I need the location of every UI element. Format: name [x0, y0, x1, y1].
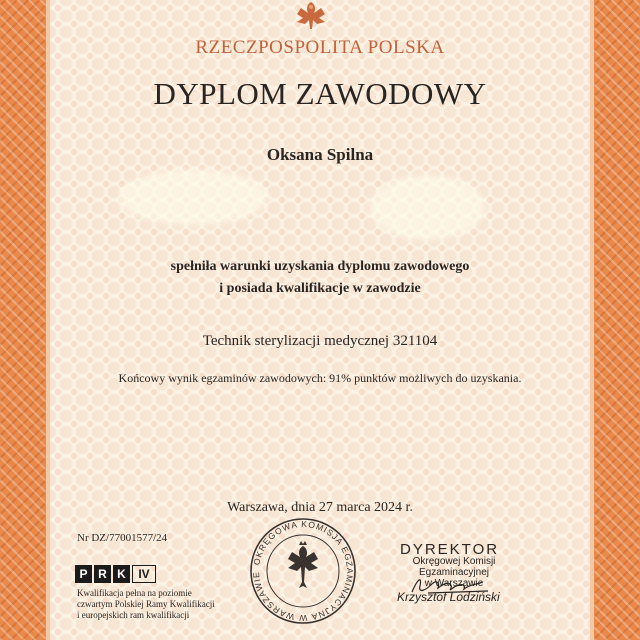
prk-letter: K — [113, 565, 130, 583]
document-number: Nr DZ/77001577/24 — [77, 532, 168, 544]
recipient-name: Oksana Spilna — [266, 145, 374, 164]
signatory-office-line: Okręgowej Komisji Egzaminacyjnej — [412, 556, 496, 578]
statement-line: spełniła warunki uzyskania dyplomu zawodowego — [170, 259, 470, 274]
prk-note-line: i europejskich ram kwalifikacji — [77, 610, 190, 620]
hologram-mark — [118, 170, 268, 225]
signatory-role: DYREKTOR — [400, 541, 500, 558]
prk-letter: R — [94, 565, 111, 583]
place-and-date: Warszawa, dnia 27 marca 2024 r. — [227, 500, 413, 515]
official-seal-icon — [248, 516, 358, 626]
prk-logo — [75, 565, 156, 585]
prk-note-line: Kwalifikacja pełna na poziomie — [77, 588, 192, 598]
prk-note-line: czwartym Polskiej Ramy Kwalifikacji — [77, 599, 215, 609]
prk-letter: P — [75, 565, 92, 583]
exam-result: Końcowy wynik egzaminów zawodowych: 91% punktów możliwych do uzyskania. — [118, 371, 522, 385]
profession-name: Technik sterylizacji medycznej 321104 — [202, 333, 438, 349]
country-heading: RZECZPOSPOLITA POLSKA — [195, 37, 445, 58]
signatory-name: Krzysztof Lodziński — [397, 590, 500, 604]
prk-note — [77, 588, 227, 621]
signatory-office-line: w Warszawie — [424, 578, 484, 589]
diploma-title: DYPLOM ZAWODOWY — [153, 76, 487, 111]
hologram-mark — [370, 175, 485, 240]
eagle-emblem-icon — [283, 0, 339, 30]
seal-text: OKRĘGOWA KOMISJA EGZAMINACYJNA W WARSZAWIE — [250, 518, 356, 624]
statement-line: i posiada kwalifikacje w zawodzie — [219, 281, 421, 296]
prk-level: IV — [132, 565, 156, 583]
